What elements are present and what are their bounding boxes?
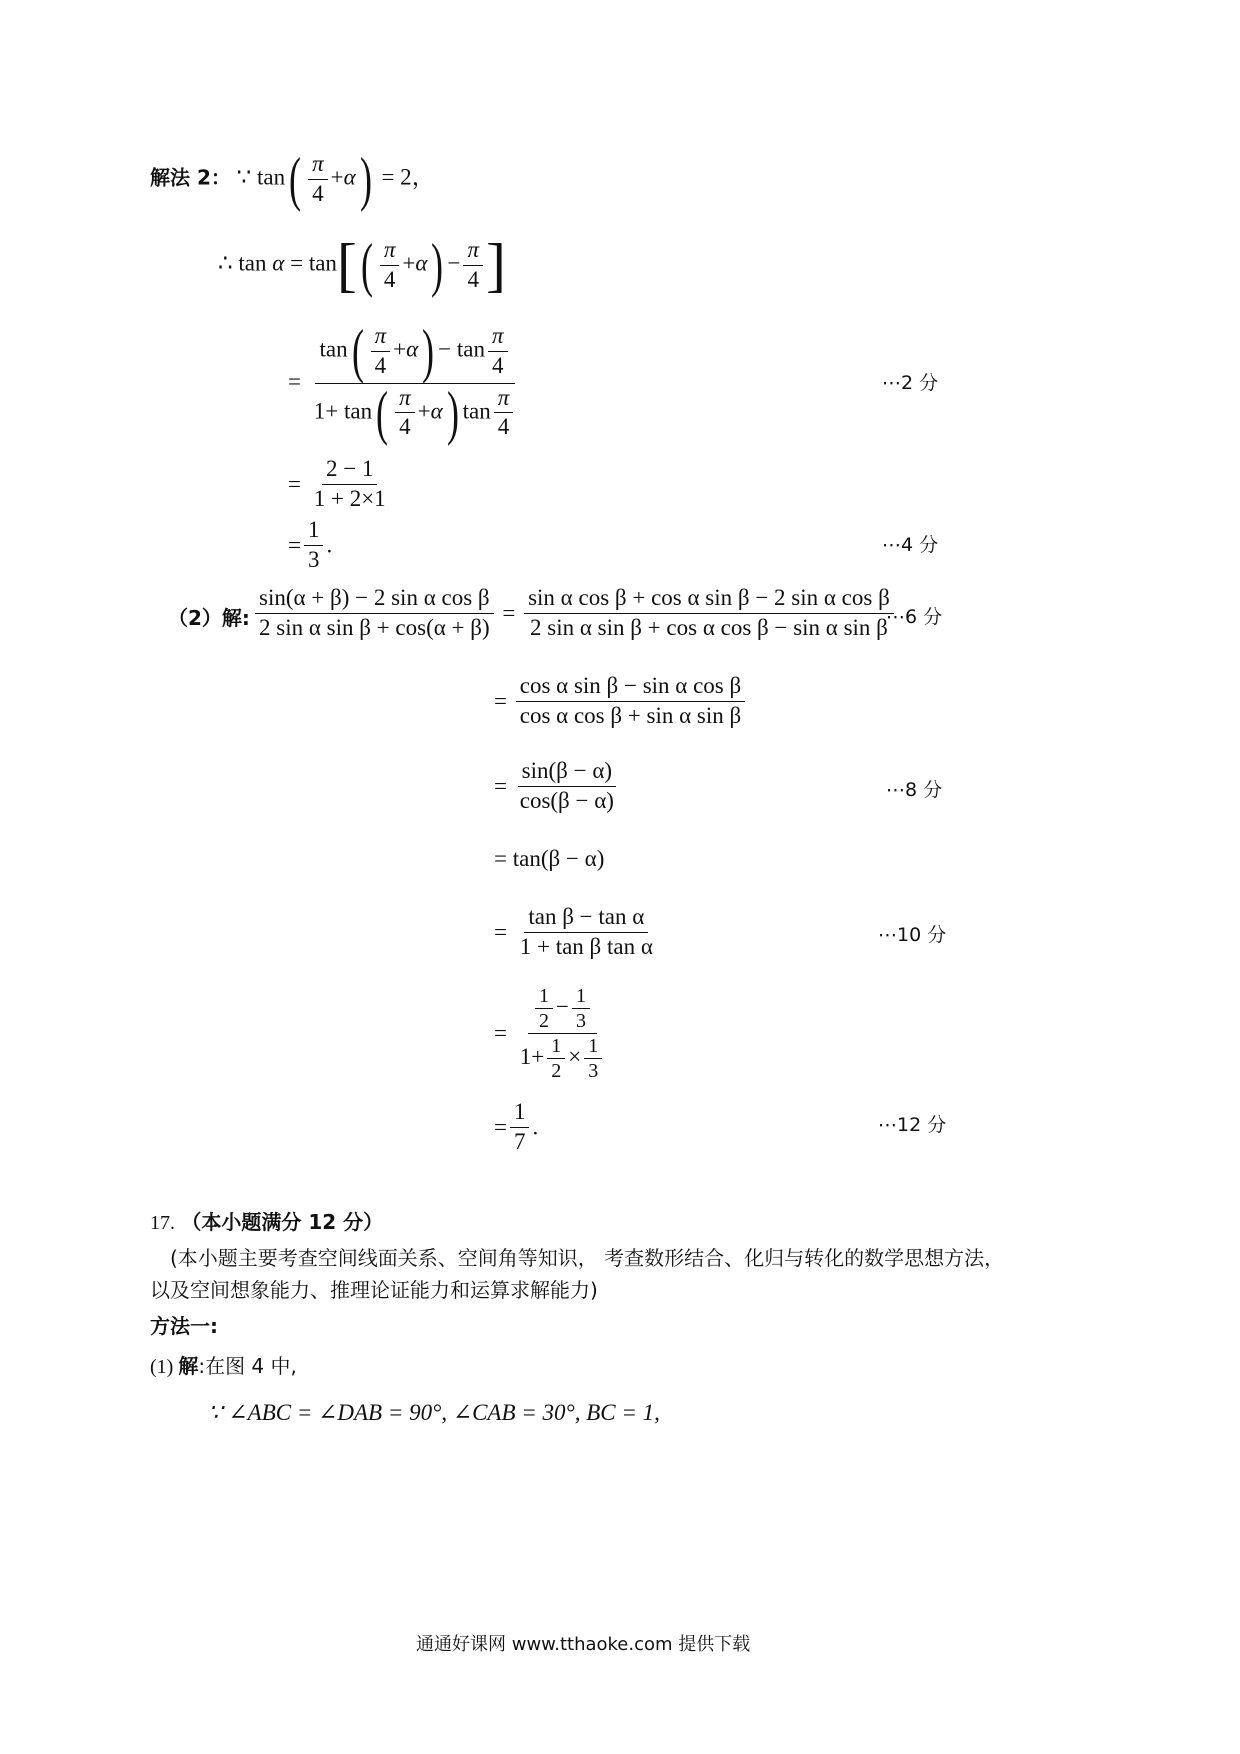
part2-step6: = $\frac{1}{2}$ − $\frac{1}{3}$ 1+ $\frac{1}{2}$ × $\frac{1}{3}$ — [494, 984, 612, 1083]
score-12: ⋯12 分 — [878, 1114, 947, 1136]
q17-title: （本小题满分 12 分） — [181, 1210, 384, 1234]
part2-label: （2）解: — [168, 606, 250, 630]
q17-description-line1: (本小题主要考查空间线面关系、空间角等知识， 考查数形结合、化归与转化的数学思想方法， — [170, 1246, 1005, 1270]
part2-result: = $\frac{1}{7}$ . — [494, 1099, 539, 1154]
tan-difference-fraction: tan( $\frac{\pi}{4}$ +α) − tan $\frac{\pi}{4}$ 1+ tan( $\frac{\pi}{4}$ +α) tan $\frac{\pi}{4}$ — [310, 322, 521, 442]
method2-line: 解法 2： ∵ tan( $\frac{\pi}{4}$ +α) = 2， — [150, 146, 435, 213]
part2-step5: = $\frac{\text{tan β − tan α}}{\text{1 + tan β tan α}}$ — [494, 904, 653, 959]
because-symbol: ∵ — [236, 164, 252, 190]
q17-part1-line: (1) 解:在图 4 中, — [150, 1354, 297, 1378]
part2-right-fraction: $\frac{\text{sin α cos β + cos α sin β − 2 sin α cos β}}{\text{2 sin α sin β + cos α cos β − sin α sin β}}$ — [524, 584, 894, 643]
score-6: ⋯6 分 — [886, 606, 943, 628]
q17-number: 17. — [150, 1212, 175, 1234]
method2-label: 解法 2 — [150, 165, 211, 190]
part2-first-line: $\frac{\text{sin(α + β) − 2 sin α cos β}}{\text{2 sin α sin β + cos(α + β)}}$ = $\frac{\text{sin α cos β + cos α sin β − 2 sin α cos β}}{\text{2 sin α sin β + cos α cos β − sin α sin β}}$ — [252, 584, 897, 643]
score-4: ⋯4 分 — [882, 534, 939, 556]
part2-step4: = tan(β − α) — [494, 846, 605, 871]
tan-difference-step: = tan( $\frac{\pi}{4}$ +α) − tan $\frac{\pi}{4}$ 1+ tan( $\frac{\pi}{4}$ +α) tan $\frac{\pi}{4}$ — [288, 322, 523, 442]
q17-given-condition: ∵ ∠ABC = ∠DAB = 90°, ∠CAB = 30°, BC = 1, — [208, 1400, 660, 1425]
part2-step3: = $\frac{\sin(\beta - \alpha)}{\cos(\beta - \alpha)}$ — [494, 757, 621, 816]
numeric-step: = $\frac{2 - 1}{1 + 2\times 1}$ — [288, 456, 386, 511]
therefore-symbol: ∴ — [218, 250, 233, 276]
fraction-pi-over-4: $\frac{\pi}{4}$ — [308, 150, 328, 209]
part2-step2: = $\frac{\text{cos α sin β − sin α cos β}}{\text{cos α cos β + sin α sin β}}$ — [494, 672, 748, 731]
result-one-third: = $\frac{1}{3}$ . — [288, 517, 333, 572]
score-8: ⋯8 分 — [886, 779, 943, 801]
score-10: ⋯10 分 — [878, 924, 947, 946]
q17-heading — [150, 1206, 383, 1235]
therefore-line: ∴ tan α = tan[( $\frac{\pi}{4}$ +α) − $\frac{\pi}{4}$ ] — [218, 232, 506, 299]
page-footer: 通通好课网 www.tthaoke.com 提供下载 — [416, 1634, 751, 1655]
method1-label: 方法一: — [150, 1314, 218, 1338]
part2-left-fraction: $\frac{\text{sin(α + β) − 2 sin α cos β}}{\text{2 sin α sin β + cos(α + β)}}$ — [255, 584, 494, 643]
q17-description-line2: 以及空间想象能力、推理论证能力和运算求解能力) — [150, 1278, 598, 1302]
score-2: ⋯2 分 — [882, 372, 939, 394]
